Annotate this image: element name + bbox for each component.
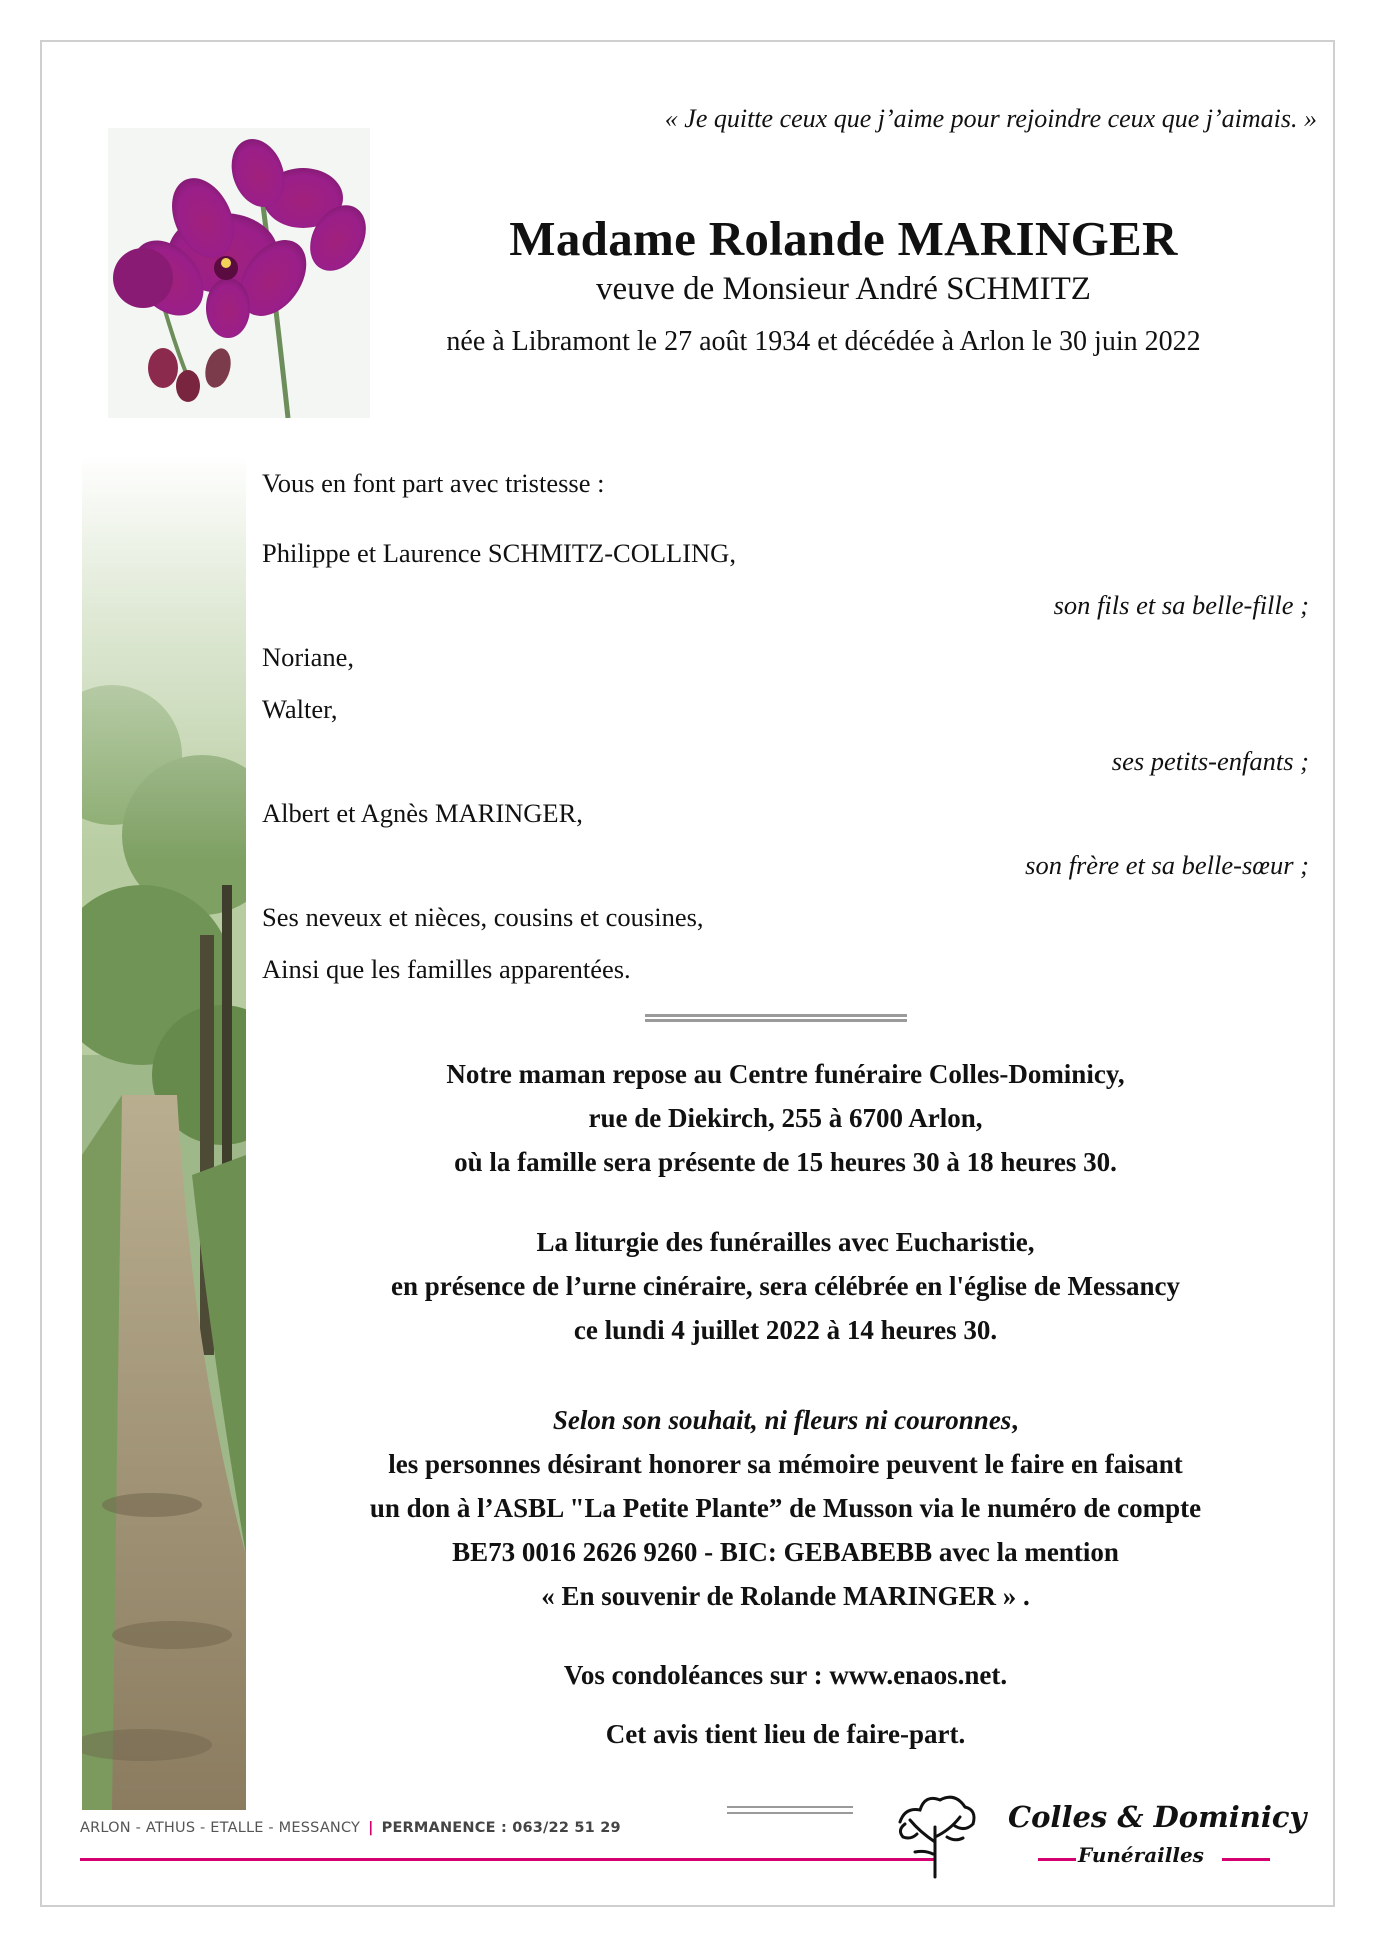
epigraph-quote: « Je quitte ceux que j’aime pour rejoindre ceux que j’aimais. »	[664, 104, 1317, 133]
widow-line: veuve de Monsieur André SCHMITZ	[596, 271, 1091, 307]
company-subtitle: Funérailles	[1078, 1843, 1204, 1867]
donation-line-2: les personnes désirant honorer sa mémoire peuvent le faire en faisant	[388, 1449, 1183, 1479]
family-line-6: Ainsi que les familles apparentées.	[262, 954, 631, 984]
liturgy-info	[262, 1220, 1309, 1352]
footer-locations: ARLON - ATHUS - ETALLE - MESSANCY	[80, 1820, 361, 1836]
footer-permanence: PERMANENCE : 063/22 51 29	[381, 1820, 621, 1836]
donation-line-5: « En souvenir de Rolande MARINGER » .	[541, 1581, 1030, 1611]
donation-line-1	[262, 1398, 1309, 1442]
footer-contact	[80, 1820, 621, 1836]
rest-info-line-1: Notre maman repose au Centre funéraire Colles-Dominicy,	[446, 1059, 1125, 1089]
family-line-4: Albert et Agnès MARINGER,	[262, 798, 583, 828]
liturgy-line-2: en présence de l’urne cinéraire, sera célébrée en l'église de Messancy	[390, 1271, 1180, 1301]
notice-line: Cet avis tient lieu de faire-part.	[605, 1719, 966, 1749]
company-name: Colles & Dominicy	[1008, 1800, 1307, 1834]
family-line-2: Noriane,	[262, 642, 354, 672]
condolences-line: Vos condoléances sur : www.enaos.net.	[563, 1660, 1008, 1690]
forest-path-image	[82, 455, 246, 1810]
liturgy-line-3: ce lundi 4 juillet 2022 à 14 heures 30.	[573, 1315, 998, 1345]
donation-info	[262, 1398, 1309, 1618]
liturgy-line-1: La liturgie des funérailles avec Eucharistie,	[536, 1227, 1035, 1257]
donation-line-4: BE73 0016 2626 9260 - BIC: GEBABEBB avec la mention	[452, 1537, 1119, 1567]
family-relation-1: son fils et sa belle-fille ;	[1053, 590, 1309, 620]
family-relation-3: son frère et sa belle-sœur ;	[1025, 850, 1309, 880]
rest-info-line-3: où la famille sera présente de 15 heures 30 à 18 heures 30.	[454, 1147, 1117, 1177]
family-relation-2: ses petits-enfants ;	[1111, 746, 1309, 776]
family-line-5: Ses neveux et nièces, cousins et cousines,	[262, 902, 704, 932]
wish-comma: ,	[1011, 1405, 1019, 1435]
logo-line-left	[1038, 1858, 1076, 1861]
tree-logo-icon	[885, 1782, 985, 1882]
logo-line-right	[1222, 1858, 1270, 1861]
deceased-name: Madame Rolande MARINGER	[509, 211, 1178, 266]
wish-text: Selon son souhait, ni fleurs ni couronnes	[552, 1405, 1012, 1435]
rest-info-line-2: rue de Diekirch, 255 à 6700 Arlon,	[588, 1103, 983, 1133]
deceased-heading	[370, 210, 1317, 358]
family-line-1: Philippe et Laurence SCHMITZ-COLLING,	[262, 538, 736, 568]
section-divider	[645, 1014, 907, 1022]
footer-divider	[727, 1806, 853, 1814]
orchid-image	[108, 128, 370, 418]
dates-line: née à Libramont le 27 août 1934 et décédée à Arlon le 30 juin 2022	[446, 326, 1201, 357]
footer-accent-line	[80, 1858, 935, 1861]
family-line-3: Walter,	[262, 694, 338, 724]
rest-info	[262, 1052, 1309, 1184]
family-intro: Vous en font part avec tristesse :	[262, 468, 605, 498]
donation-line-3: un don à l’ASBL "La Petite Plante” de Musson via le numéro de compte	[369, 1493, 1202, 1523]
footer-separator: |	[368, 1820, 374, 1836]
